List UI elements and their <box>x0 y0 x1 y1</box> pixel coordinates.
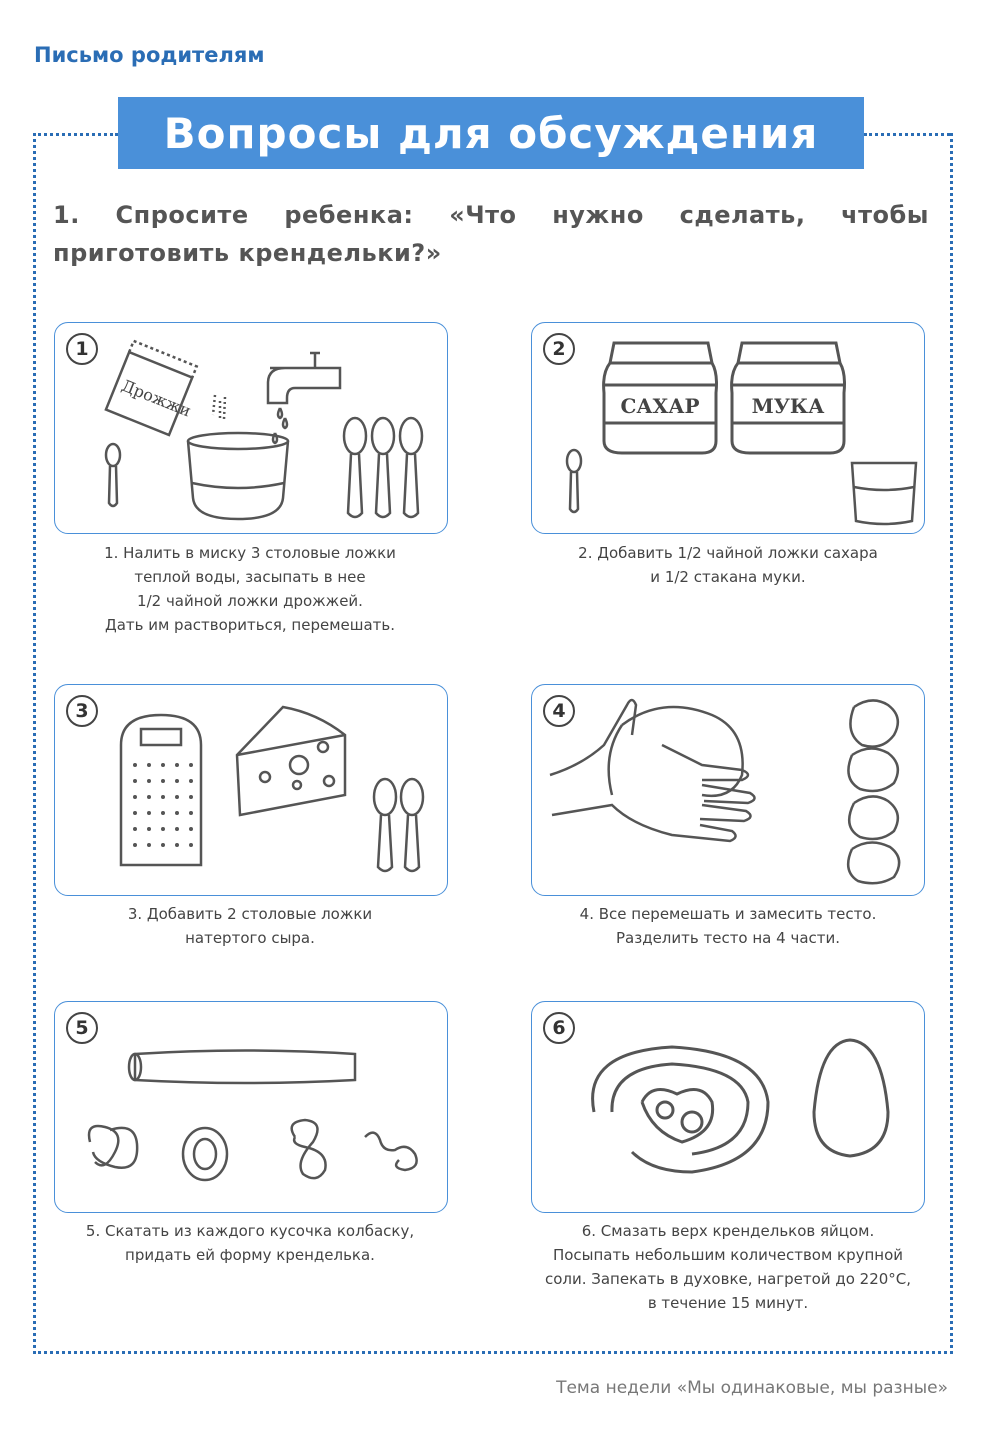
caption-line: 6. Смазать верх крендельков яйцом. <box>581 1222 875 1240</box>
flour-label: МУКА <box>751 394 825 418</box>
footer-theme: Тема недели «Мы одинаковые, мы разные» <box>556 1378 948 1398</box>
flour-jar-icon <box>732 343 845 453</box>
kneading-hands-icon <box>550 700 755 841</box>
step-4-caption <box>508 902 948 950</box>
caption-line: Разделить тесто на 4 части. <box>615 929 841 947</box>
caption-line: 1/2 чайной ложки дрожжей. <box>137 592 363 610</box>
sugar-jar-icon <box>604 343 717 453</box>
step-2-caption <box>508 541 948 589</box>
caption-line: 4. Все перемешать и замесить тесто. <box>579 905 877 923</box>
header-label: Письмо родителям <box>34 43 265 67</box>
cheese-icon <box>237 707 345 815</box>
sugar-label: САХАР <box>620 394 700 418</box>
grater-icon <box>121 715 201 865</box>
egg-icon <box>814 1040 888 1156</box>
step-card-4 <box>531 684 925 896</box>
frame-top-right <box>864 133 950 136</box>
step-number: 6 <box>543 1012 575 1044</box>
teaspoon-icon <box>106 444 120 506</box>
step-3-caption <box>30 902 470 950</box>
step-card-5 <box>54 1001 448 1213</box>
yeast-granules-icon <box>213 395 225 419</box>
caption-line: в течение 15 минут. <box>647 1294 809 1312</box>
page-title: Вопросы для обсуждения <box>163 108 819 158</box>
frame-top-left <box>33 133 118 136</box>
pouch-label: Дрожжи <box>119 375 194 421</box>
caption-line: Дать им раствориться, перемешать. <box>104 616 396 634</box>
caption-line: придать ей форму кренделька. <box>125 1246 375 1264</box>
caption-line: 5. Скатать из каждого кусочка колбаску, <box>85 1222 415 1240</box>
step-5-caption <box>30 1219 470 1267</box>
step-number: 2 <box>543 333 575 365</box>
glass-icon <box>852 463 916 524</box>
caption-line: и 1/2 стакана муки. <box>650 568 806 586</box>
step-5-illustration <box>55 1002 447 1212</box>
caption-line: 2. Добавить 1/2 чайной ложки сахара <box>578 544 878 562</box>
step-6-caption <box>508 1219 948 1315</box>
step-card-1 <box>54 322 448 534</box>
title-band <box>118 97 864 169</box>
step-card-6 <box>531 1001 925 1213</box>
tablespoons-icon <box>374 779 423 871</box>
caption-line: Посыпать небольшим количеством крупной <box>552 1246 904 1264</box>
caption-line: 3. Добавить 2 столовые ложки <box>127 905 373 923</box>
dough-pieces-icon <box>848 700 899 883</box>
yeast-pouch-icon <box>106 341 207 439</box>
step-4-illustration <box>532 685 924 895</box>
question-text: 1. Спросите ребенка: «Что нужно сделать, чтобы приготовить крендельки?» <box>53 201 929 267</box>
tablespoons-icon <box>344 418 422 517</box>
step-1-illustration <box>55 323 447 533</box>
pretzel-icon <box>593 1047 768 1172</box>
step-number: 4 <box>543 695 575 727</box>
step-number: 3 <box>66 695 98 727</box>
step-2-illustration <box>532 323 924 533</box>
caption-line: натертого сыра. <box>185 929 315 947</box>
dough-roll-icon <box>129 1051 355 1084</box>
caption-line: теплой воды, засыпать в нее <box>134 568 366 586</box>
step-number: 1 <box>66 333 98 365</box>
pretzel-shapes-icon <box>89 1120 417 1180</box>
faucet-icon <box>268 353 340 443</box>
caption-line: соли. Запекать в духовке, нагретой до 220°С, <box>544 1270 912 1288</box>
step-1-caption <box>30 541 470 637</box>
step-3-illustration <box>55 685 447 895</box>
caption-line: 1. Налить в миску 3 столовые ложки <box>104 544 396 562</box>
step-6-illustration <box>532 1002 924 1212</box>
teaspoon-icon <box>567 450 581 512</box>
step-card-3 <box>54 684 448 896</box>
step-number: 5 <box>66 1012 98 1044</box>
step-card-2 <box>531 322 925 534</box>
bowl-icon <box>188 433 288 519</box>
